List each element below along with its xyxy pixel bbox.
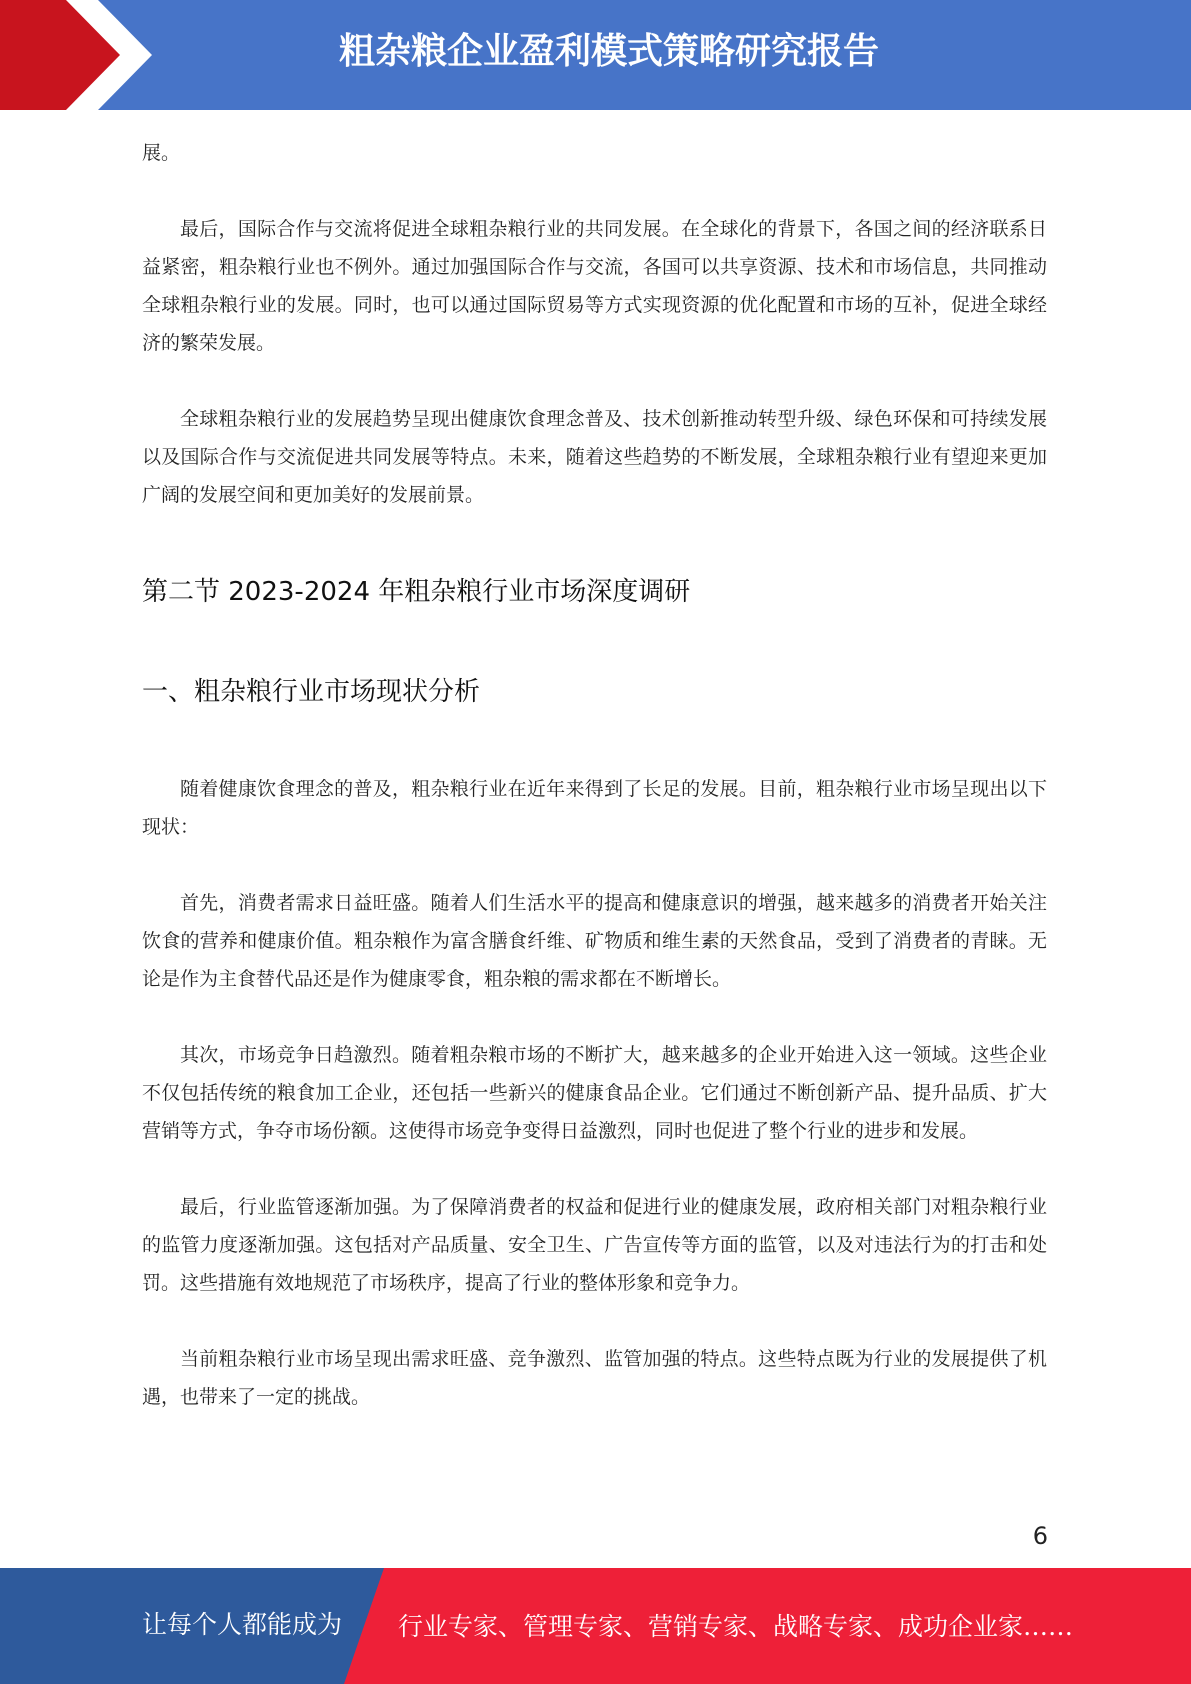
paragraph-market-summary: 当前粗杂粮行业市场呈现出需求旺盛、竞争激烈、监管加强的特点。这些特点既为行业的发展提供了机遇，也带来了一定的挑战。 — [142, 1348, 1047, 1408]
main-content — [142, 134, 1047, 1416]
footer-slogan-left: 让每个人都能成为 — [142, 1610, 343, 1639]
footer-banner — [0, 1568, 1191, 1684]
header-banner — [0, 0, 1191, 110]
paragraph-market-competition: 其次，市场竞争日趋激烈。随着粗杂粮市场的不断扩大，越来越多的企业开始进入这一领域。这些企业不仅包括传统的粮食加工企业，还包括一些新兴的健康食品企业。它们通过不断创新产品、提升品质、扩大营销等方式，争夺市场份额。这使得市场竞争变得日益激烈，同时也促进了整个行业的进步和发展。 — [142, 1044, 1047, 1142]
paragraph-trend-summary: 全球粗杂粮行业的发展趋势呈现出健康饮食理念普及、技术创新推动转型升级、绿色环保和可持续发展以及国际合作与交流促进共同发展等特点。未来，随着这些趋势的不断发展，全球粗杂粮行业有望迎来更加广阔的发展空间和更加美好的发展前景。 — [142, 408, 1047, 506]
sub-heading: 一、粗杂粮行业市场现状分析 — [142, 677, 481, 707]
paragraph-continuation: 展。 — [142, 142, 181, 164]
section-heading: 第二节 2023-2024 年粗杂粮行业市场深度调研 — [142, 577, 691, 607]
page-number: 6 — [1032, 1522, 1048, 1550]
paragraph-market-status-intro: 随着健康饮食理念的普及，粗杂粮行业在近年来得到了长足的发展。目前，粗杂粮行业市场呈现出以下现状： — [142, 778, 1047, 838]
paragraph-international-cooperation: 最后，国际合作与交流将促进全球粗杂粮行业的共同发展。在全球化的背景下，各国之间的经济联系日益紧密，粗杂粮行业也不例外。通过加强国际合作与交流，各国可以共享资源、技术和市场信息，共同推动全球粗杂粮行业的发展。同时，也可以通过国际贸易等方式实现资源的优化配置和市场的互补，促进全球经济的繁荣发展。 — [142, 218, 1047, 354]
paragraph-industry-regulation: 最后，行业监管逐渐加强。为了保障消费者的权益和促进行业的健康发展，政府相关部门对粗杂粮行业的监管力度逐渐加强。这包括对产品质量、安全卫生、广告宣传等方面的监管，以及对违法行为的打击和处罚。这些措施有效地规范了市场秩序，提高了行业的整体形象和竞争力。 — [142, 1196, 1047, 1294]
footer-slogan-right: 行业专家、管理专家、营销专家、战略专家、成功企业家…… — [398, 1612, 1074, 1641]
paragraph-consumer-demand: 首先，消费者需求日益旺盛。随着人们生活水平的提高和健康意识的增强，越来越多的消费者开始关注饮食的营养和健康价值。粗杂粮作为富含膳食纤维、矿物质和维生素的天然食品，受到了消费者的青睐。无论是作为主食替代品还是作为健康零食，粗杂粮的需求都在不断增长。 — [142, 892, 1047, 990]
report-title: 粗杂粮企业盈利模式策略研究报告 — [338, 31, 879, 72]
